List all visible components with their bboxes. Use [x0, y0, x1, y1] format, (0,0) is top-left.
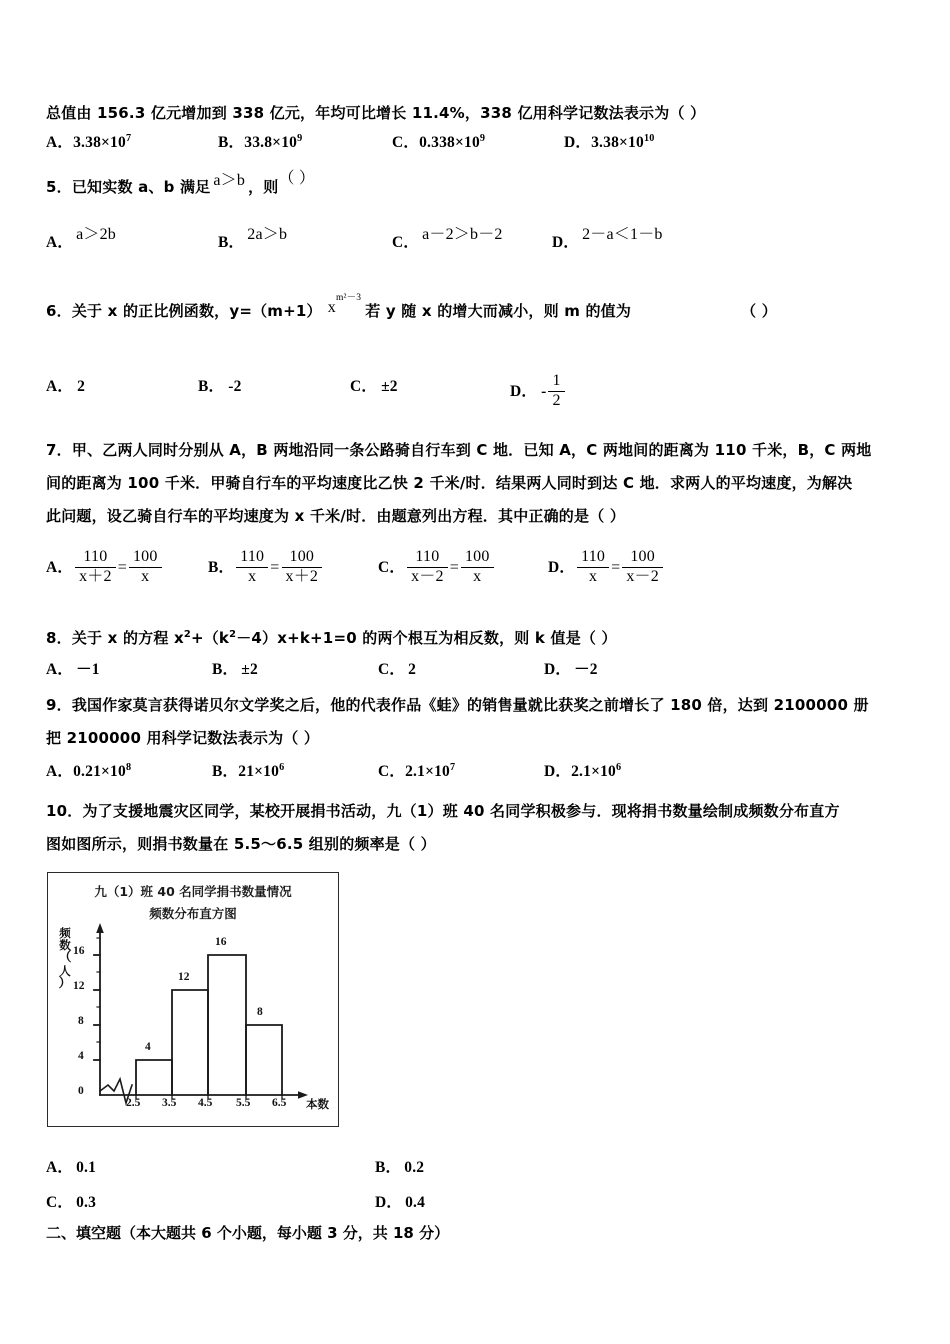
option-d-value: 2－a＜1－b [582, 226, 663, 243]
question-10-stem-line-1 [46, 796, 840, 827]
question-10-number: 10． [46, 802, 83, 820]
histogram-inner [48, 873, 338, 1126]
x-tick-3-5: 3.5 [162, 1097, 177, 1109]
bar-1 [172, 990, 208, 1095]
option-b-label: B． [208, 559, 235, 577]
question-10-option-d [375, 1188, 425, 1217]
histogram-svg [48, 873, 340, 1128]
option-c-label: C． [392, 234, 420, 251]
question-7-option-a [46, 548, 164, 587]
bar-value-1: 12 [178, 971, 190, 983]
question-5-option-b [218, 228, 287, 258]
question-9-option-b [212, 757, 284, 786]
bar-value-0: 4 [145, 1041, 151, 1053]
question-9-line-1-text: 我国作家莫言获得诺贝尔文学奖之后，他的代表作品《蛙》的销售量就比获奖之前增长了 180 倍，达到 2100000 册 [71, 696, 869, 714]
option-a-exponent: 8 [125, 761, 132, 773]
question-8-text-pre: 关于 x 的方程 x [71, 629, 184, 647]
option-b-label: B． [218, 134, 245, 151]
option-b-value: 33.8×10 [244, 134, 298, 151]
bar-2 [208, 955, 246, 1095]
question-8-option-c [378, 655, 416, 684]
question-6-option-c [350, 372, 398, 401]
fraction-numerator: 100 [132, 548, 158, 565]
y-axis-label-char-4: ） [58, 975, 72, 991]
question-5-option-d [552, 228, 663, 258]
histogram-figure [47, 872, 339, 1127]
question-7-option-c [378, 548, 496, 587]
y-tick-12: 12 [73, 980, 85, 992]
equals-sign: = [270, 559, 280, 577]
question-5-option-a [46, 228, 116, 258]
question-8-text-mid: +（k [190, 629, 230, 647]
option-a-value: 0.21×10 [73, 763, 126, 780]
bar-value-2: 16 [215, 936, 227, 948]
fraction-denominator: x－2 [407, 567, 448, 587]
question-8-option-d [544, 655, 598, 684]
option-d-left-fraction [577, 548, 609, 587]
option-d-label: D． [548, 559, 576, 577]
option-a-left-fraction [75, 548, 116, 587]
option-c-left-fraction [407, 548, 448, 587]
y-tick-8: 8 [78, 1015, 84, 1027]
question-8-option-a [46, 655, 100, 684]
question-6-power-exponent: m²－3 [335, 293, 362, 303]
option-b-exponent: 6 [279, 761, 285, 773]
y-axis-label-char-3: 人 [59, 963, 71, 978]
option-d-value: 2.1×10 [571, 763, 617, 780]
option-a-value: 3.38×10 [73, 134, 126, 151]
option-b-value: 2a＞b [247, 226, 288, 243]
question-10-option-a [46, 1153, 96, 1182]
option-b-value: -2 [228, 378, 242, 395]
question-6-number: 6． [46, 302, 72, 320]
option-b-value: 0.2 [404, 1159, 425, 1176]
question-7-line-1-text: 甲、乙两人同时分别从 A，B 两地沿同一条公路骑自行车到 C 地．已知 A，C 两地间的距离为 110 千米，B，C 两地 [71, 441, 872, 459]
option-d-label: D． [375, 1194, 403, 1211]
option-b-label: B． [218, 234, 245, 251]
y-tick-4: 4 [78, 1050, 84, 1062]
fraction-denominator: x－2 [622, 567, 663, 587]
bar-3 [246, 1025, 282, 1095]
equals-sign: = [117, 559, 127, 577]
equals-sign: = [611, 559, 621, 577]
question-6-option-a [46, 372, 85, 401]
x-axis-label: 本数 [306, 1097, 329, 1111]
question-5-text-b: ，则 [248, 178, 279, 196]
fraction-numerator: 110 [581, 548, 606, 565]
fraction-denominator: x＋2 [75, 567, 116, 587]
option-d-label: D． [510, 383, 538, 401]
bar-value-3: 8 [257, 1006, 263, 1018]
question-7-option-d [548, 548, 665, 587]
option-b-label: B． [198, 378, 225, 395]
question-8-option-b [212, 655, 258, 684]
option-a-label: A． [46, 1159, 74, 1176]
fraction-denominator: x＋2 [282, 567, 323, 587]
fraction-numerator: 110 [415, 548, 440, 565]
option-d-label: D． [564, 134, 592, 151]
option-a-exponent: 7 [125, 132, 132, 144]
option-d-value: 3.38×10 [591, 134, 644, 151]
question-9-option-d [544, 757, 621, 786]
question-7-number: 7． [46, 441, 72, 459]
x-tick-6-5: 6.5 [272, 1097, 287, 1109]
question-7-stem-line-1 [46, 435, 871, 466]
question-5-number: 5． [46, 178, 72, 196]
option-a-value: a＞2b [76, 226, 116, 243]
question-10-line-1-text: 为了支援地震灾区同学，某校开展捐书活动，九（1）班 40 名同学积极参与．现将捐书数量绘制成频数分布直方 [82, 802, 840, 820]
question-9-stem-line-2: 把 2100000 用科学记数法表示为（ ） [46, 729, 320, 747]
option-c-label: C． [378, 559, 406, 577]
option-a-value: －1 [76, 661, 100, 678]
question-6-text-b: 若 y 随 x 的增大而减小，则 m 的值为 [365, 302, 632, 320]
option-d-exponent: 10 [643, 132, 655, 144]
axis-break-squiggle [100, 1079, 132, 1103]
option-d-exponent: 6 [616, 761, 622, 773]
question-6-stem [46, 293, 777, 329]
option-a-label: A． [46, 234, 74, 251]
question-8-text-post: －4）x+k+1=0 的两个根互为相反数，则 k 值是（ ） [236, 629, 617, 647]
option-b-label: B． [212, 763, 239, 780]
question-6-option-b [198, 372, 242, 401]
question-5-answer-paren: （ ） [278, 170, 316, 187]
question-9-number: 9． [46, 696, 72, 714]
option-b-left-fraction [236, 548, 268, 587]
chart-subtitle: 频数分布直方图 [149, 906, 237, 921]
question-10-option-b [375, 1153, 424, 1182]
option-b-exponent: 9 [297, 132, 303, 144]
question-4-option-d [564, 128, 655, 157]
question-4-option-c [392, 128, 485, 157]
option-d-label: D． [552, 234, 580, 251]
section-2-heading: 二、填空题（本大题共 6 个小题，每小题 3 分，共 18 分） [46, 1224, 450, 1242]
option-c-value: 2.1×10 [405, 763, 451, 780]
option-b-right-fraction [282, 548, 323, 587]
y-axis-label-char-0: 频 [59, 926, 71, 940]
option-c-label: C． [350, 378, 378, 395]
question-8-stem [46, 623, 617, 654]
question-4-option-b [218, 128, 302, 157]
x-tick-2-5: 2.5 [126, 1097, 141, 1109]
option-c-label: C． [378, 763, 406, 780]
option-a-value: 0.1 [76, 1159, 97, 1176]
option-a-right-fraction [129, 548, 162, 587]
option-d-label: D． [544, 661, 572, 678]
question-5-text-a: 已知实数 a、b 满足 [71, 178, 211, 196]
option-a-label: A． [46, 378, 74, 395]
option-c-exponent: 7 [450, 761, 456, 773]
fraction-numerator: 110 [83, 548, 108, 565]
option-c-label: C． [46, 1194, 74, 1211]
fraction-numerator: 100 [464, 548, 490, 565]
option-c-exponent: 9 [479, 132, 486, 144]
option-c-value: a－2＞b－2 [422, 226, 503, 243]
question-10-stem-line-2: 图如图所示，则捐书数量在 5.5～6.5 组别的频率是（ ） [46, 835, 436, 853]
y-axis-arrow [96, 923, 104, 933]
fraction-numerator: 1 [552, 372, 561, 389]
option-c-value: 2 [408, 661, 417, 678]
x-axis-arrow [298, 1091, 308, 1099]
fraction-numerator: 100 [630, 548, 655, 565]
option-d-label: D． [544, 763, 572, 780]
question-6-power-base: x [327, 299, 336, 316]
bar-0 [136, 1060, 172, 1095]
question-8-exponent-1: 2 [183, 629, 191, 640]
question-7-option-b [208, 548, 324, 587]
fraction-denominator: x [577, 567, 609, 587]
x-tick-5-5: 5.5 [236, 1097, 251, 1109]
fraction-numerator: 100 [289, 548, 315, 565]
option-a-label: A． [46, 559, 74, 577]
question-8-number: 8． [46, 629, 72, 647]
question-6-answer-paren: （ ） [741, 302, 777, 320]
question-9-stem-line-1 [46, 690, 869, 721]
fraction-denominator: x [236, 567, 268, 587]
option-d-sign: - [541, 383, 547, 401]
option-d-fraction [548, 372, 564, 411]
question-4-stem: 总值由 156.3 亿元增加到 338 亿元，年均可比增长 11.4%，338 亿用科学记数法表示为（ ） [46, 104, 706, 122]
option-b-value: ±2 [241, 661, 258, 678]
fraction-denominator: x [129, 567, 162, 587]
question-9-option-c [378, 757, 455, 786]
question-8-exponent-2: 2 [229, 629, 237, 640]
fraction-denominator: 2 [548, 391, 564, 411]
y-tick-0: 0 [78, 1085, 84, 1097]
fraction-numerator: 110 [240, 548, 265, 565]
option-b-label: B． [212, 661, 239, 678]
option-d-right-fraction [622, 548, 663, 587]
option-c-label: C． [392, 134, 420, 151]
question-5-stem [46, 172, 315, 205]
option-b-value: 21×10 [238, 763, 280, 780]
question-7-stem-line-2: 间的距离为 100 千米．甲骑自行车的平均速度比乙快 2 千米/时．结果两人同时到达 C 地．求两人的平均速度，为解决 [46, 474, 853, 492]
option-c-right-fraction [461, 548, 494, 587]
question-5-option-c [392, 228, 503, 258]
option-a-label: A． [46, 763, 74, 780]
question-4-option-a [46, 128, 131, 157]
y-tick-16: 16 [73, 945, 85, 957]
question-6-option-d [510, 372, 567, 411]
question-6-text-a: 关于 x 的正比例函数，y=（m+1） [71, 302, 322, 320]
option-d-value: 0.4 [405, 1194, 426, 1211]
option-a-label: A． [46, 661, 74, 678]
option-c-value: ±2 [381, 378, 398, 395]
equals-sign: = [449, 559, 459, 577]
option-c-value: 0.3 [76, 1194, 97, 1211]
fraction-denominator: x [461, 567, 494, 587]
option-c-label: C． [378, 661, 406, 678]
x-tick-4-5: 4.5 [198, 1097, 213, 1109]
option-d-value: －2 [574, 661, 598, 678]
option-a-value: 2 [77, 378, 86, 395]
question-5-condition: a＞b [213, 172, 246, 189]
question-7-stem-line-3: 此问题，设乙骑自行车的平均速度为 x 千米/时．由题意列出方程．其中正确的是（ ） [46, 507, 626, 525]
option-a-label: A． [46, 134, 74, 151]
option-c-value: 0.338×10 [419, 134, 480, 151]
y-axis-label-char-2: （ [58, 950, 72, 966]
y-axis-label-char-1: 数 [59, 938, 71, 953]
question-9-option-a [46, 757, 131, 786]
question-10-option-c [46, 1188, 96, 1217]
chart-title: 九（1）班 40 名同学捐书数量情况 [94, 884, 292, 899]
option-b-label: B． [375, 1159, 402, 1176]
